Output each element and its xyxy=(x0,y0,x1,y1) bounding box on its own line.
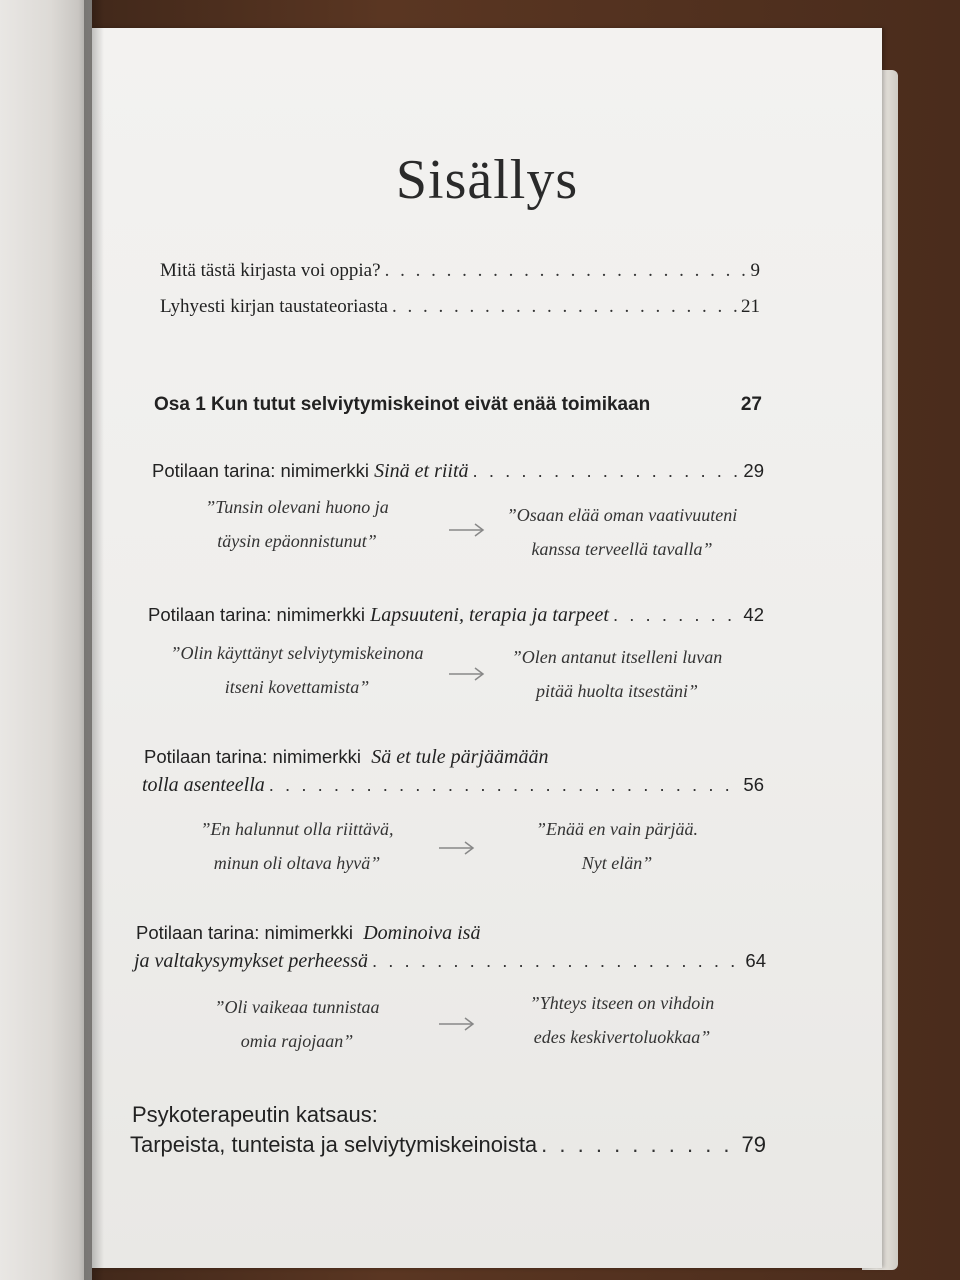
facing-page xyxy=(0,0,92,1280)
quote-after-1: ”Osaan elää oman vaativuuteni kanssa terveellä tavalla” xyxy=(506,505,738,559)
spine-shadow xyxy=(84,0,104,1280)
toc-entry-story-1 xyxy=(152,460,764,483)
toc-entry-story-4-line1 xyxy=(136,922,480,945)
toc-entry-label: Mitä tästä kirjasta voi oppia? xyxy=(160,260,381,281)
toc-entry-label: Tarpeista, tunteista ja selviytymiskeinoista xyxy=(130,1132,538,1157)
toc-page-number: 29 xyxy=(743,460,764,481)
quote-after-2: ”Olen antanut itselleni luvan pitää huolta itsestäni” xyxy=(511,647,723,701)
toc-entry-story-4 xyxy=(134,950,766,973)
dot-leader xyxy=(613,604,739,626)
story-prefix: Potilaan tarina: nimimerkki xyxy=(148,604,365,625)
dot-leader xyxy=(473,460,740,482)
arrow-right-icon xyxy=(437,1014,477,1034)
dot-leader xyxy=(372,950,741,972)
toc-entry-story-3 xyxy=(142,774,764,797)
dot-leader xyxy=(541,1132,737,1158)
toc-page-number: 9 xyxy=(750,260,760,281)
dot-leader xyxy=(385,260,747,282)
story-name: Sinä et riitä xyxy=(374,460,469,482)
toc-entry-story-2 xyxy=(148,604,764,627)
story-prefix: Potilaan tarina: nimimerkki xyxy=(136,922,359,943)
toc-part-heading xyxy=(154,394,762,416)
toc-page-number: 42 xyxy=(743,604,764,625)
quote-after-4: ”Yhteys itseen on vihdoin edes keskivertoluokkaa” xyxy=(529,993,715,1047)
toc-entry-label: Lyhyesti kirjan taustateoriasta xyxy=(160,296,388,317)
toc-page-number: 56 xyxy=(743,774,764,795)
arrow-right-icon xyxy=(447,664,487,684)
toc-entry-intro-1 xyxy=(160,260,760,282)
page-title: Sisällys xyxy=(395,149,579,211)
quote-before-1: ”Tunsin olevani huono ja täysin epäonnistunut” xyxy=(205,497,389,551)
story-prefix: Potilaan tarina: nimimerkki xyxy=(144,746,367,767)
story-name: Sä et tule pärjäämään xyxy=(371,746,549,768)
toc-page-number: 27 xyxy=(740,394,762,415)
story-name: Lapsuuteni, terapia ja tarpeet xyxy=(370,604,609,626)
quote-after-3: ”Enää en vain pärjää. Nyt elän” xyxy=(536,819,698,873)
story-name-continued: tolla asenteella xyxy=(142,774,265,796)
part-label: Osa 1 Kun tutut selviytymiskeinot eivät enää toimikaan xyxy=(154,394,651,415)
quote-before-2: ”Olin käyttänyt selviytymiskeinona itseni kovettamista” xyxy=(170,643,424,697)
arrow-right-icon xyxy=(437,838,477,858)
quote-before-4: ”Oli vaikeaa tunnistaa omia rajojaan” xyxy=(214,997,380,1051)
dot-leader xyxy=(392,296,737,318)
toc-summary-line1: Psykoterapeutin katsaus: xyxy=(132,1102,378,1127)
toc-page-number: 79 xyxy=(741,1132,766,1157)
toc-page-number: 21 xyxy=(741,296,760,317)
book-page xyxy=(92,28,882,1268)
story-prefix: Potilaan tarina: nimimerkki xyxy=(152,460,369,481)
story-name: Dominoiva isä xyxy=(363,922,481,944)
quote-before-3: ”En halunnut olla riittävä, minun oli oltava hyvä” xyxy=(200,819,394,873)
toc-entry-summary xyxy=(130,1132,766,1158)
toc-entry-intro-2 xyxy=(160,296,760,318)
toc-page-number: 64 xyxy=(745,950,766,971)
dot-leader xyxy=(269,774,740,796)
arrow-right-icon xyxy=(447,520,487,540)
story-name-continued: ja valtakysymykset perheessä xyxy=(134,950,368,972)
toc-entry-story-3-line1 xyxy=(144,746,548,769)
